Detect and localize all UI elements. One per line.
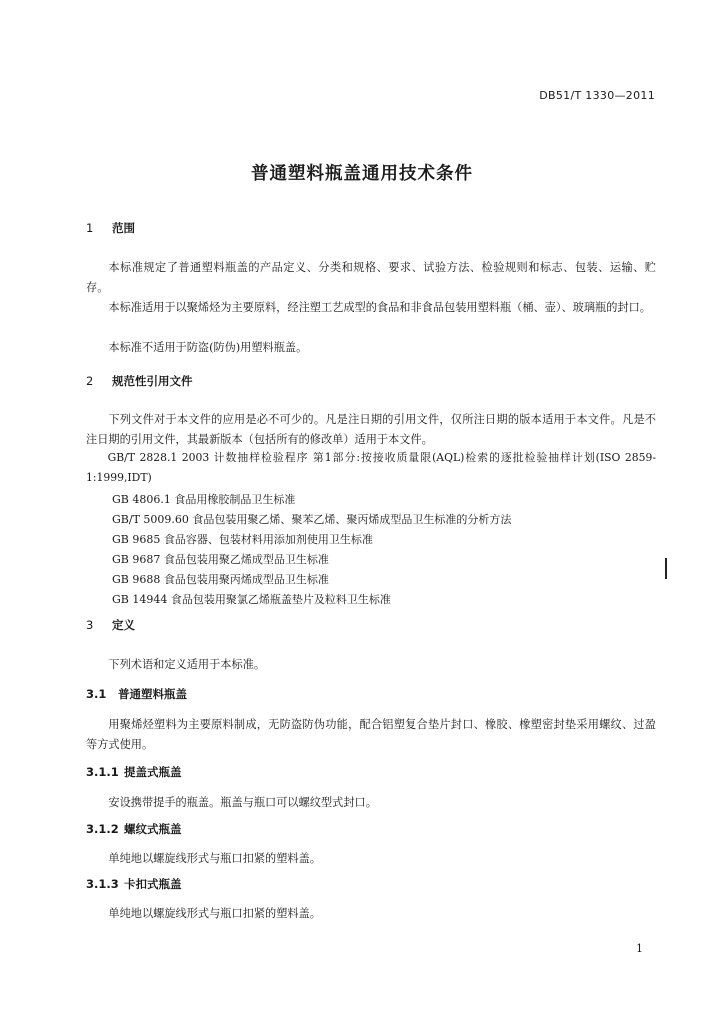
section-title: 普通塑料瓶盖 — [118, 687, 187, 701]
section-title: 螺纹式瓶盖 — [124, 822, 182, 836]
section-number: 3.1.3 — [86, 877, 119, 891]
paragraph: 本标准适用于以聚烯烃为主要原料，经注塑工艺成型的食品和非食品包装用塑料瓶（桶、壶）、玻璃瓶的封口。 — [108, 301, 651, 314]
paragraph: 安设携带提手的瓶盖。瓶盖与瓶口可以螺纹型式封口。 — [108, 796, 377, 809]
page-number: 1 — [636, 942, 643, 955]
section-number: 3.1.1 — [86, 765, 119, 779]
section-number: 3.1.2 — [86, 822, 119, 836]
reference-item: GB 14944 食品包装用聚氯乙烯瓶盖垫片及粒料卫生标准 — [112, 593, 391, 606]
section-3-heading — [86, 617, 135, 633]
section-title: 定义 — [112, 618, 135, 632]
paragraph: 本标准不适用于防盗(防伪)用塑料瓶盖。 — [108, 341, 308, 354]
standard-code: DB51/T 1330—2011 — [539, 89, 655, 102]
paragraph: 单纯地以螺旋线形式与瓶口扣紧的塑料盖。 — [108, 852, 321, 865]
margin-mark — [665, 558, 667, 579]
section-number: 3 — [86, 618, 94, 632]
document-title: 普通塑料瓶盖通用技术条件 — [251, 164, 473, 184]
section-title: 范围 — [112, 221, 135, 235]
reference-item: GB/T 2828.1 2003 计数抽样检验程序 第1部分:按接收质量限(AQL)检索的逐批检验抽样计划(ISO 2859-1:1999,IDT) — [86, 451, 656, 484]
section-1-heading — [86, 220, 135, 236]
section-title: 规范性引用文件 — [112, 374, 193, 388]
section-number: 3.1 — [86, 687, 107, 701]
paragraph: 用聚烯烃塑料为主要原料制成，无防盗防伪功能，配合铝塑复合垫片封口、橡胶、橡塑密封垫采用螺纹、过盈等方式使用。 — [86, 718, 656, 751]
reference-item: GB 9688 食品包装用聚丙烯成型品卫生标准 — [112, 573, 329, 586]
paragraph: 本标准规定了普通塑料瓶盖的产品定义、分类和规格、要求、试验方法、检验规则和标志、包装、运输、贮存。 — [86, 261, 656, 294]
section-number: 2 — [86, 374, 94, 388]
paragraph: 下列文件对于本文件的应用是必不可少的。凡是注日期的引用文件，仅所注日期的版本适用于本文件。凡是不注日期的引用文件，其最新版本（包括所有的修改单）适用于本文件。 — [86, 413, 656, 446]
reference-item: GB 4806.1 食品用橡胶制品卫生标准 — [112, 493, 296, 506]
section-3-1-3-heading — [86, 876, 182, 892]
reference-item: GB/T 5009.60 食品包装用聚乙烯、聚苯乙烯、聚丙烯成型品卫生标准的分析方法 — [112, 513, 512, 526]
section-2-heading — [86, 373, 193, 389]
reference-item: GB 9685 食品容器、包装材料用添加剂使用卫生标准 — [112, 533, 373, 546]
section-3-1-1-heading — [86, 764, 182, 780]
section-title: 提盖式瓶盖 — [124, 765, 182, 779]
section-title: 卡扣式瓶盖 — [124, 877, 182, 891]
paragraph: 单纯地以螺旋线形式与瓶口扣紧的塑料盖。 — [108, 907, 321, 920]
section-3-1-2-heading — [86, 821, 182, 837]
section-3-1-heading — [86, 686, 187, 702]
paragraph: 下列术语和定义适用于本标准。 — [108, 658, 266, 671]
reference-item: GB 9687 食品包装用聚乙烯成型品卫生标准 — [112, 553, 329, 566]
section-number: 1 — [86, 221, 94, 235]
